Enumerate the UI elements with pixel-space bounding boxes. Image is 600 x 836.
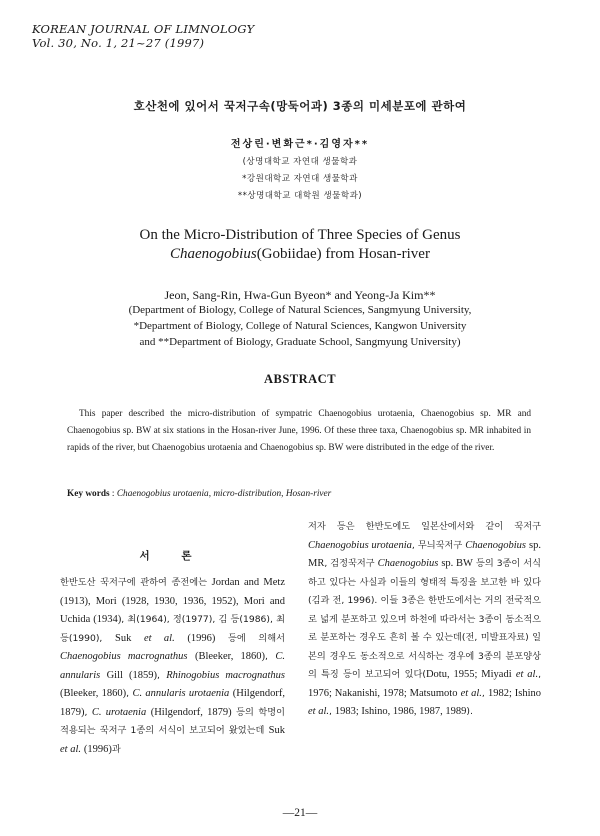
- english-title-line2: [0, 245, 600, 264]
- abstract-heading: ABSTRACT: [263, 372, 337, 386]
- english-affiliation-2: *Department of Biology, College of Natural Sciences, Kangwon University: [133, 320, 467, 332]
- korean-affiliation-2: *강원대학교 자연대 생물학과: [242, 174, 358, 184]
- section-heading: 서 론: [139, 550, 206, 562]
- keywords-label: Key words: [67, 489, 110, 499]
- journal-name: KOREAN JOURNAL OF LIMNOLOGY: [32, 22, 255, 36]
- abstract-body: This paper described the micro-distribution of sympatric Chaenogobius urotaenia, Chaenogobius sp. MR and Chaenogobius sp. BW at six stations in the Hosan-river June, 1996. Of these three taxa, Chaenogobius sp. MR inhabited in rapids of the river, but Chaenogobius urotaenia and Chaenogobius sp. BW were distributed in the edge of the river.: [67, 409, 531, 453]
- journal-header: [32, 22, 254, 50]
- intro-left-column: 한반도산 꾹저구에 관하여 종전에는 Jordan and Metz (1913), Mori (1928, 1930, 1936, 1952), Mori and Uchida (1934), 최(1964), 정(1977), 김 등(1986), 최 등(1990), Suk et al. (1996) 등에 의해서 Chaenogobius macrognathus (Bleeker, 1860), C. annularis Gill (1859), Rhinogobius macrognathus (Bleeker, 1860), C. annularis urotaenia (Hilgendorf, 1879), C. urotaenia (Hilgendorf, 1879) 등의 학명이 적용되는 꾹저구 1종의 서식이 보고되어 왔었는데 Suk et al. (1996)과: [60, 577, 286, 755]
- english-title-genus: Chaenogobius: [170, 246, 257, 262]
- english-affiliation-3: and **Department of Biology, Graduate School, Sangmyung University): [139, 336, 461, 348]
- english-title: [0, 226, 600, 264]
- journal-volume: Vol. 30, No. 1, 21~27 (1997): [32, 36, 205, 50]
- page-number: —21—: [282, 807, 318, 819]
- keywords-value: Chaenogobius urotaenia, micro-distribution, Hosan-river: [116, 489, 332, 499]
- english-affiliation-1: (Department of Biology, College of Natural Sciences, Sangmyung University,: [128, 304, 472, 316]
- keywords: Key words : Chaenogobius urotaenia, micro-distribution, Hosan-river: [67, 489, 332, 499]
- korean-affiliation-3: **상명대학교 대학원 생물학과): [237, 191, 363, 201]
- english-title-rest: (Gobiidae) from Hosan-river: [256, 246, 430, 262]
- korean-title: 호산천에 있어서 꾹저구속(망둑어과) 3종의 미세분포에 관하여: [133, 99, 467, 113]
- intro-right-column: 저자 등은 한반도에도 일본산에서와 같이 꾹저구 Chaenogobius urotaenia, 무늬꾹저구 Chaenogobius sp. MR, 검정꾹저구 Chaenogobius sp. BW 등의 3종이 서식하고 있다는 사실과 이들의 형태적 특징을 보고한 바 있다(김과 전, 1996). 이들 3종은 한반도에서는 거의 전국적으로 넓게 분포하고 있으며 하천에 따라서는 3종이 동소적으로 분포하는 경우도 흔히 볼 수 있는데(전, 미발표자료) 일본의 경우도 동소적으로 서식하는 경우에 3종의 분포양상의 특징 등이 보고되어 있다(Dotu, 1955; Miyadi et al., 1976; Nakanishi, 1978; Matsumoto et al., 1982; Ishino et al., 1983; Ishino, 1986, 1987, 1989).: [308, 521, 542, 717]
- english-title-line1: On the Micro-Distribution of Three Species of Genus: [139, 227, 461, 243]
- korean-authors: 전상린·변화근*·김영자**: [230, 139, 370, 150]
- english-authors: Jeon, Sang-Rin, Hwa-Gun Byeon* and Yeong-Ja Kim**: [164, 288, 436, 302]
- korean-affiliation-1: (상명대학교 자연대 생물학과: [242, 157, 358, 167]
